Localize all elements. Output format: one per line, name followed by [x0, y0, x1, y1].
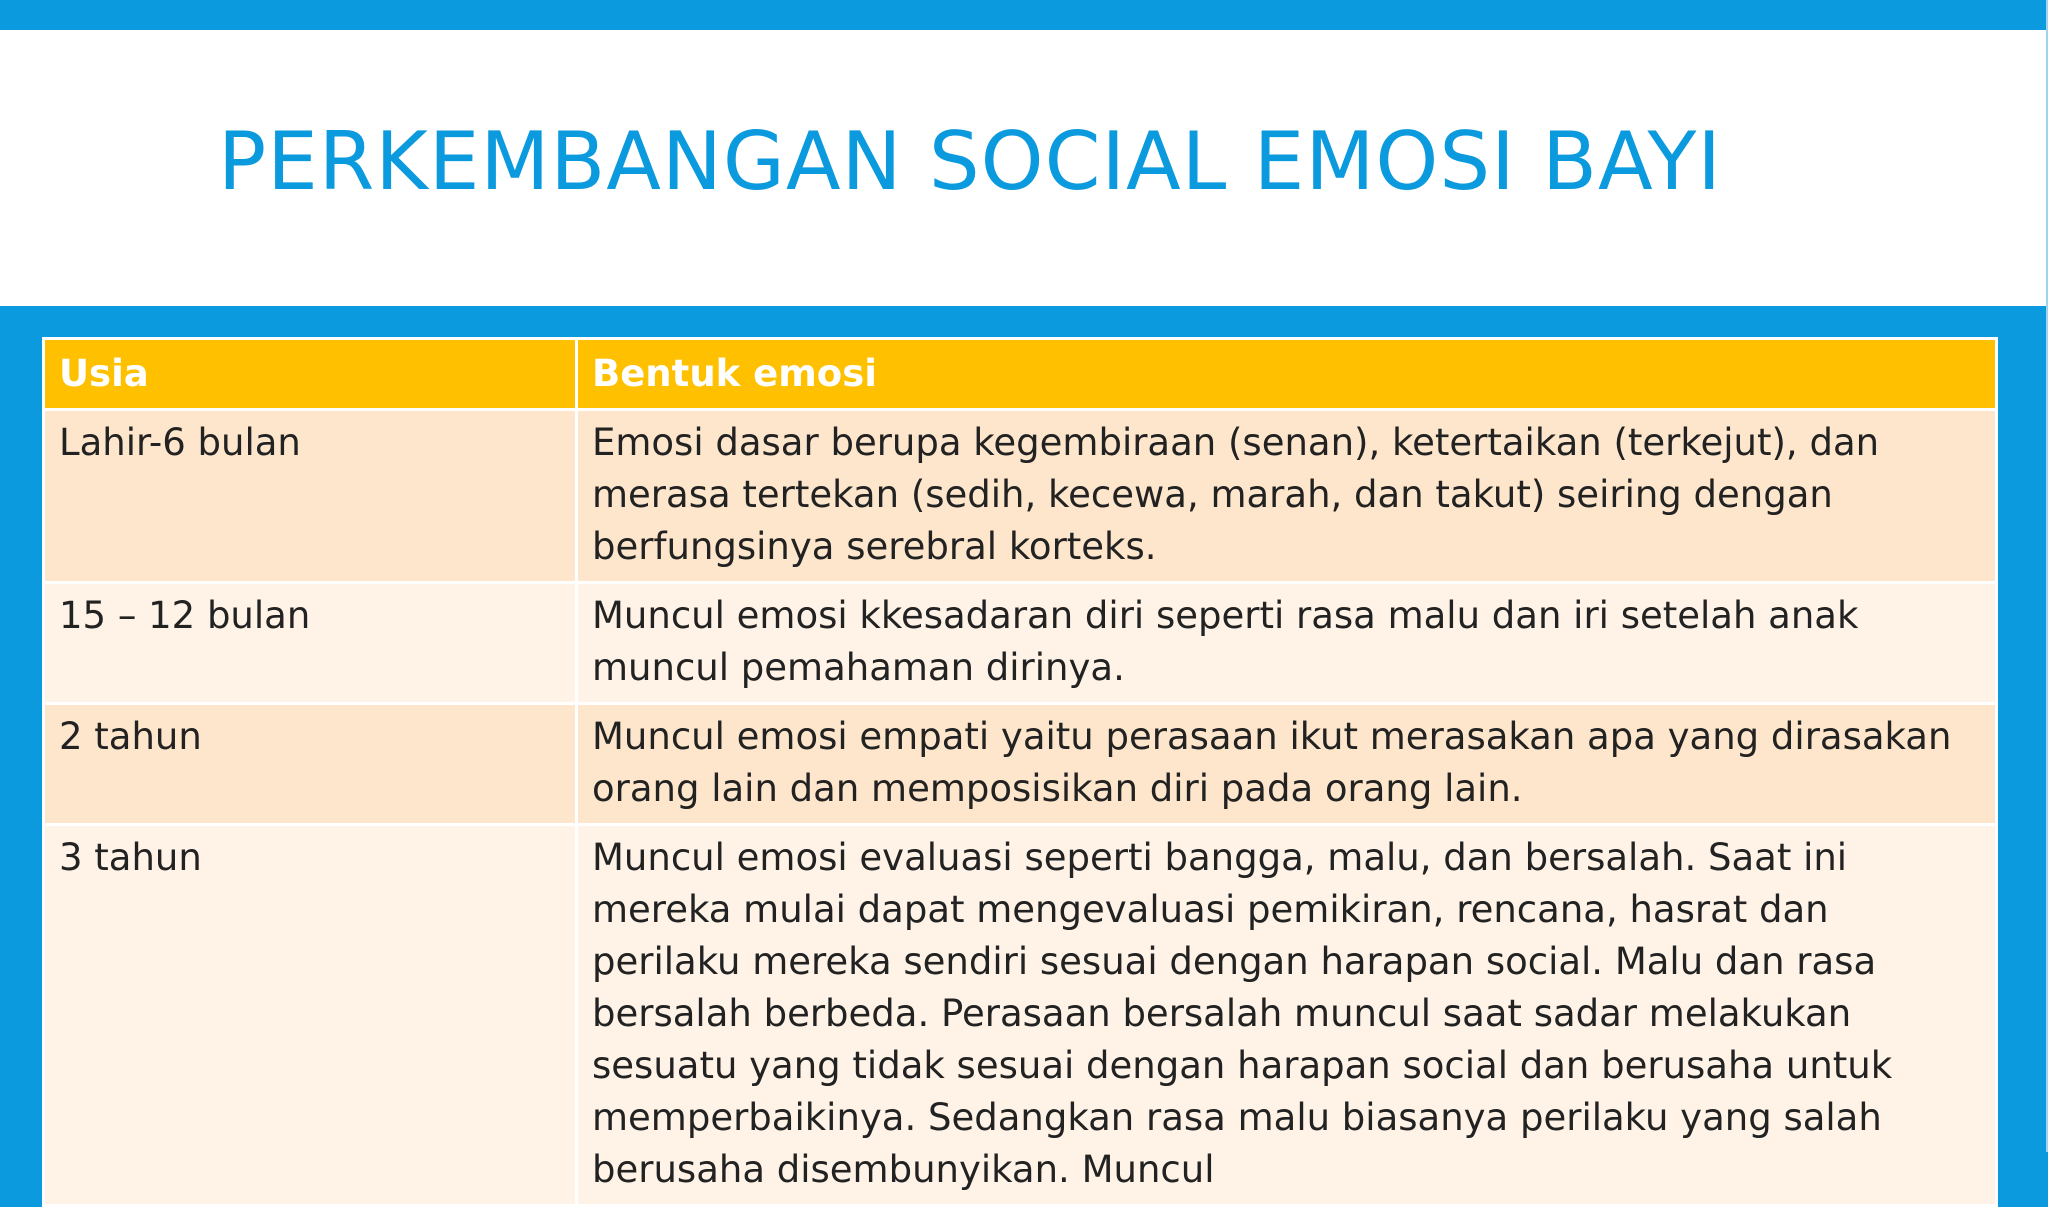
cell-bentuk-emosi: Muncul emosi kkesadaran diri seperti rasa malu dan iri setelah anak muncul pemahaman dirinya.	[577, 583, 1997, 704]
table-row	[44, 825, 1997, 1206]
table-row	[44, 410, 1997, 583]
cell-usia: 2 tahun	[44, 704, 577, 825]
cell-bentuk-emosi: Muncul emosi evaluasi seperti bangga, malu, dan bersalah. Saat ini mereka mulai dapat mengevaluasi pemikiran, rencana, hasrat dan perilaku mereka sendiri sesuai dengan harapan social. Malu dan rasa bersalah berbeda. Perasaan bersalah muncul saat sadar melakukan sesuatu yang tidak sesuai dengan harapan social dan berusaha untuk memperbaikinya. Sedangkan rasa malu biasanya perilaku yang salah berusaha disembunyikan. Muncul	[577, 825, 1997, 1206]
table-header-row	[44, 339, 1997, 410]
title-panel	[0, 30, 2048, 306]
table-container	[42, 337, 1995, 1191]
header-usia: Usia	[44, 339, 577, 410]
top-accent-bar	[0, 0, 2048, 30]
header-bentuk-emosi: Bentuk emosi	[577, 339, 1997, 410]
emotion-table	[42, 337, 1998, 1207]
cell-bentuk-emosi: Muncul emosi empati yaitu perasaan ikut merasakan apa yang dirasakan orang lain dan memposisikan diri pada orang lain.	[577, 704, 1997, 825]
table-row	[44, 583, 1997, 704]
cell-usia: 15 – 12 bulan	[44, 583, 577, 704]
cell-bentuk-emosi: Emosi dasar berupa kegembiraan (senan), ketertaikan (terkejut), dan merasa tertekan (sedih, kecewa, marah, dan takut) seiring dengan berfungsinya serebral korteks.	[577, 410, 1997, 583]
cell-usia: 3 tahun	[44, 825, 577, 1206]
cell-usia: Lahir-6 bulan	[44, 410, 577, 583]
table-row	[44, 704, 1997, 825]
slide-title: PERKEMBANGAN SOCIAL EMOSI BAYI	[218, 115, 1722, 208]
